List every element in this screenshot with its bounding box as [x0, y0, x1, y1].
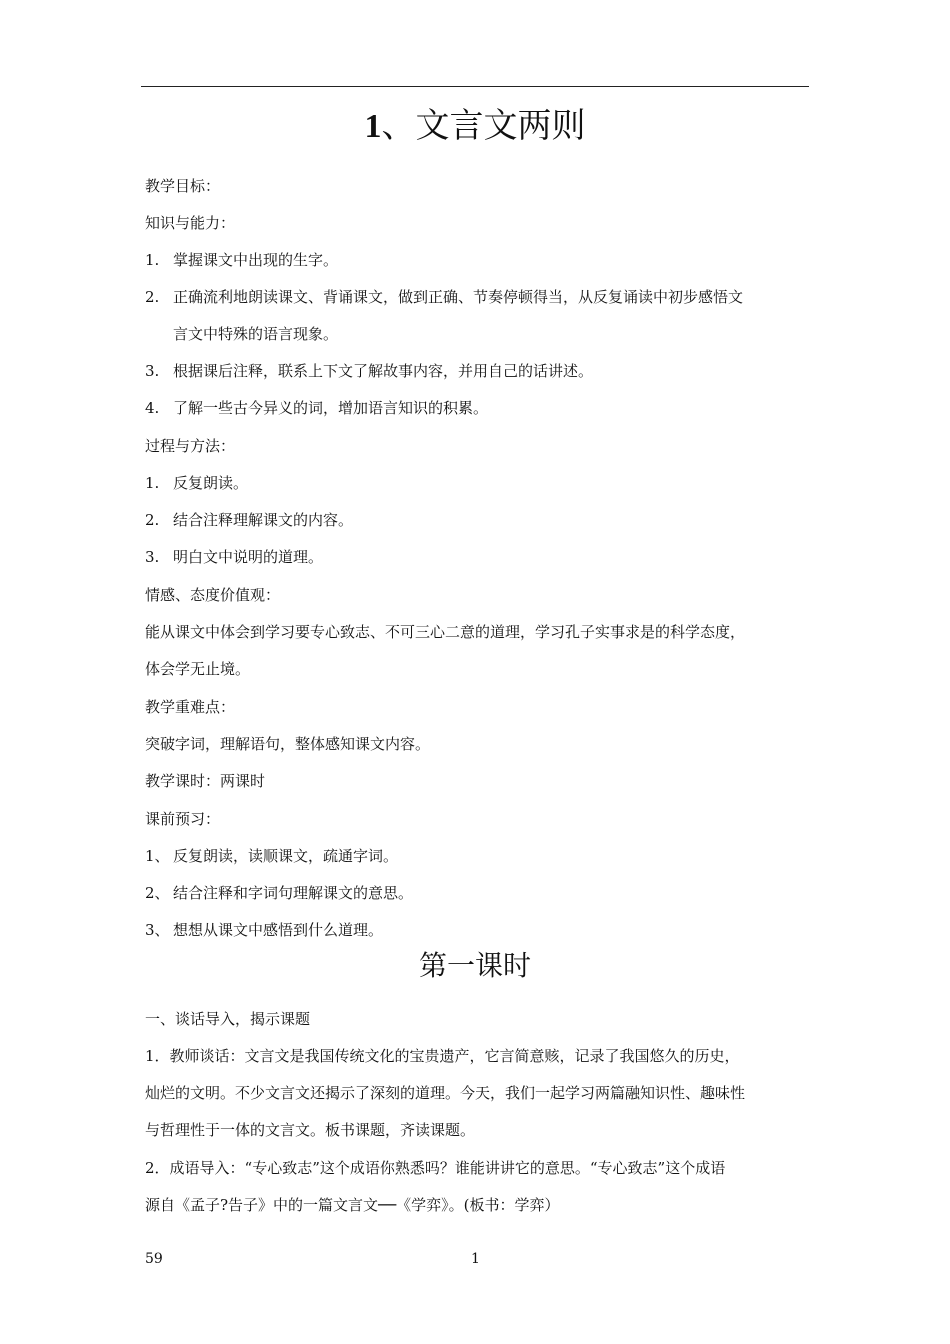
knowledge-item — [145, 287, 743, 307]
paragraph-line: 2．成语导入：“专心致志”这个成语你熟悉吗？谁能讲讲它的意思。“专心致志”这个成语 — [145, 1159, 726, 1177]
goals-heading: 教学目标： — [145, 177, 221, 195]
page-number: 1 — [471, 1251, 480, 1267]
preview-item — [145, 846, 398, 866]
item-text: 言文中特殊的语言现象。 — [173, 325, 339, 343]
item-text: 反复朗读。 — [173, 474, 249, 492]
item-number: 4. — [145, 399, 160, 417]
paragraph-line: 1．教师谈话：文言文是我国传统文化的宝贵遗产，它言简意赅，记录了我国悠久的历史， — [145, 1047, 740, 1065]
item-text: 结合注释和字词句理解课文的意思。 — [173, 884, 414, 902]
process-heading: 过程与方法： — [145, 437, 236, 455]
item-number: 3、 — [145, 921, 170, 939]
paragraph-line: 与哲理性于一体的文言文。板书课题，齐读课题。 — [145, 1121, 476, 1139]
item-number: 2. — [145, 288, 160, 306]
item-text: 明白文中说明的道理。 — [173, 548, 324, 566]
item-text: 了解一些古今异义的词，增加语言知识的积累。 — [173, 399, 489, 417]
title-number: 1 — [364, 108, 382, 145]
knowledge-item-continued — [145, 324, 338, 344]
preview-heading: 课前预习： — [145, 810, 221, 828]
item-text: 反复朗读，读顺课文，疏通字词。 — [173, 847, 399, 865]
paragraph-line: 源自《孟子?告子》中的一篇文言文──《学弈》。(板书：学弈） — [145, 1196, 560, 1214]
class-hours: 教学课时：两课时 — [145, 772, 266, 790]
paragraph-line: 灿烂的文明。不少文言文还揭示了深刻的道理。今天，我们一起学习两篇融知识性、趣味性 — [145, 1084, 746, 1102]
item-text: 想想从课文中感悟到什么道理。 — [173, 921, 384, 939]
knowledge-heading: 知识与能力： — [145, 214, 236, 232]
item-text: 正确流利地朗读课文、背诵课文，做到正确、节奏停顿得当，从反复诵读中初步感悟文 — [173, 288, 744, 306]
item-number: 3. — [145, 548, 160, 566]
knowledge-item — [145, 361, 593, 381]
process-item — [145, 547, 323, 567]
page-title — [0, 104, 950, 149]
section-heading: 一、谈话导入，揭示课题 — [145, 1010, 311, 1028]
knowledge-item — [145, 250, 338, 270]
item-number: 2. — [145, 511, 160, 529]
emotion-heading: 情感、态度价值观： — [145, 586, 281, 604]
top-rule — [141, 86, 809, 87]
item-number: 1. — [145, 251, 160, 269]
title-text: 、文言文两则 — [381, 106, 586, 146]
item-number: 3. — [145, 362, 160, 380]
item-number: 2、 — [145, 884, 170, 902]
emotion-line: 能从课文中体会到学习要专心致志、不可三心二意的道理，学习孔子实事求是的科学态度， — [145, 623, 746, 641]
knowledge-item — [145, 398, 488, 418]
emotion-line: 体会学无止境。 — [145, 660, 251, 678]
key-points-text: 突破字词，理解语句，整体感知课文内容。 — [145, 735, 431, 753]
item-number: 1. — [145, 474, 160, 492]
item-text: 掌握课文中出现的生字。 — [173, 251, 339, 269]
footer-left-number: 59 — [145, 1251, 163, 1267]
lesson-title: 第一课时 — [418, 949, 531, 982]
key-points-heading: 教学重难点： — [145, 698, 236, 716]
preview-item — [145, 883, 413, 903]
preview-item — [145, 920, 383, 940]
process-item — [145, 473, 248, 493]
item-text: 结合注释理解课文的内容。 — [173, 511, 354, 529]
item-text: 根据课后注释，联系上下文了解故事内容，并用自己的话讲述。 — [173, 362, 594, 380]
item-number: 1、 — [145, 847, 170, 865]
process-item — [145, 510, 353, 530]
